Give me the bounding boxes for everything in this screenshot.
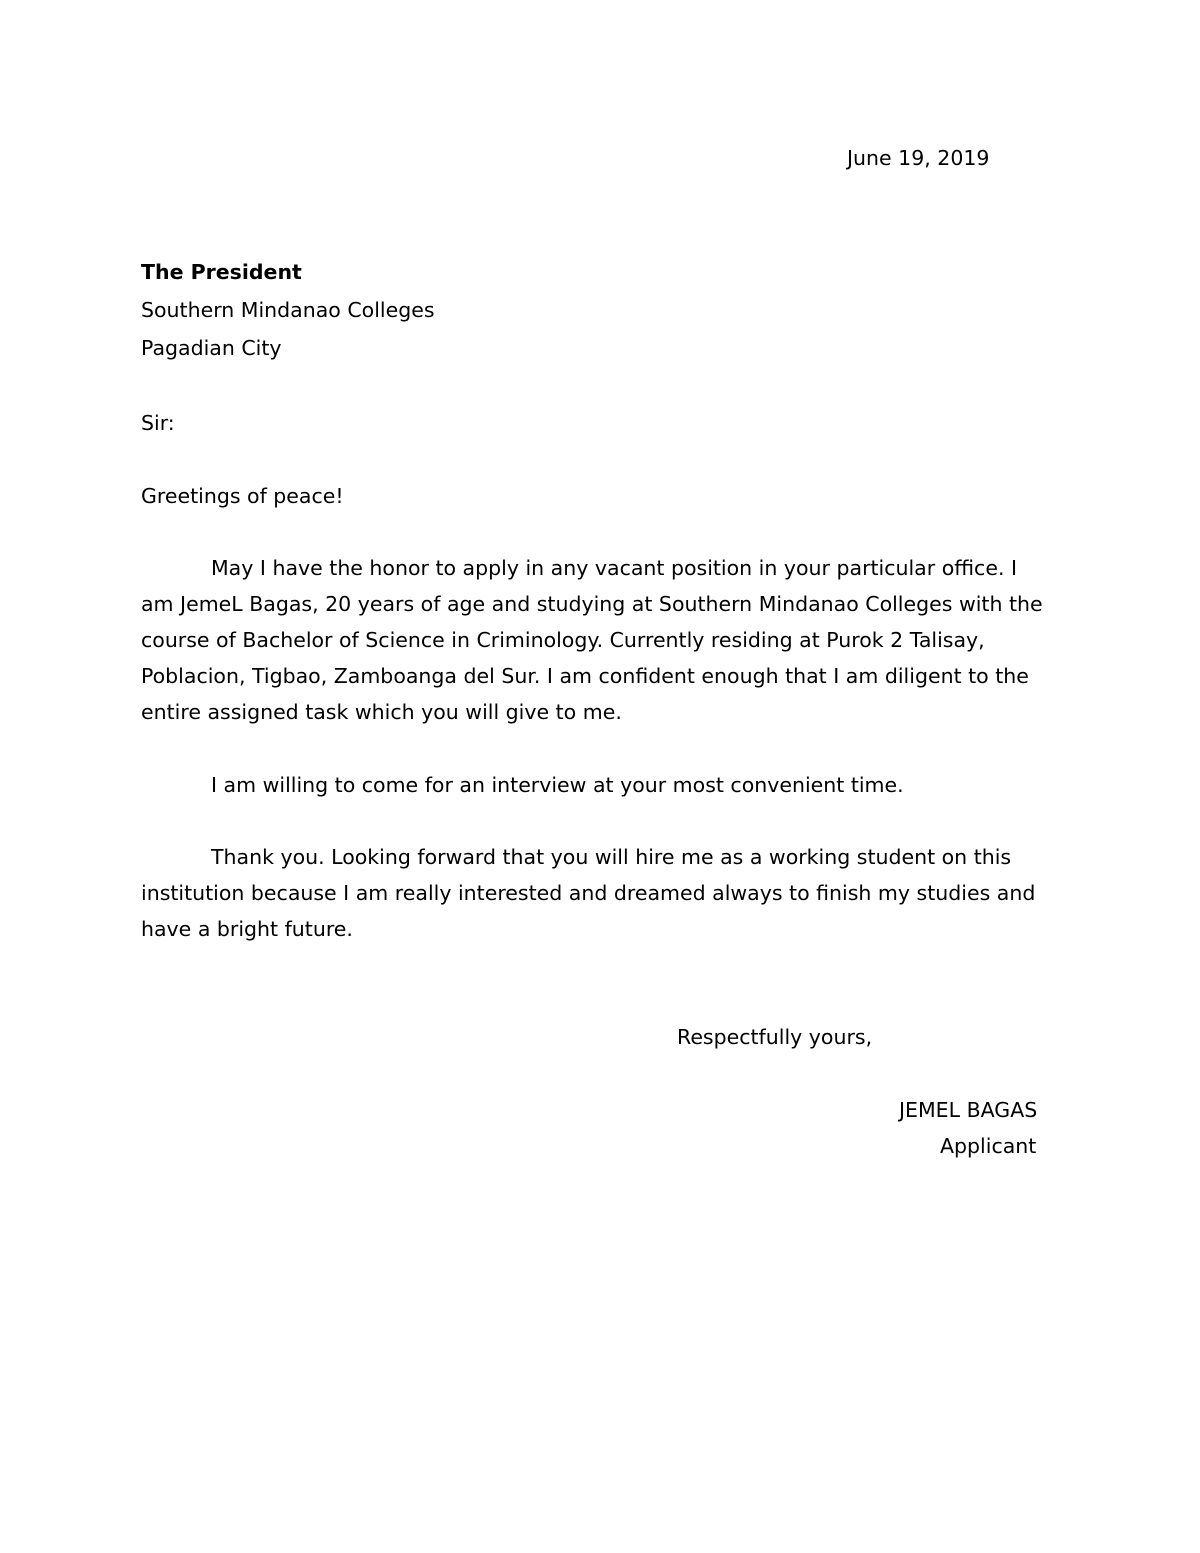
letter-date: June 19, 2019 [847,146,990,170]
paragraph-line: I am willing to come for an interview at your most convenient time. [211,773,904,797]
greeting: Greetings of peace! [141,484,344,508]
recipient-name: The President [141,260,302,284]
body-paragraph-interview [141,767,1053,803]
salutation: Sir: [141,411,175,435]
paragraph-line: entire assigned task which you will give to me. [141,700,622,724]
paragraph-line: May I have the honor to apply in any vacant position in your particular office. I [211,556,1018,580]
paragraph-line: institution because I am really interested and dreamed always to finish my studies and [141,881,1036,905]
body-paragraph-thanks [141,839,1053,947]
paragraph-line: have a bright future. [141,917,353,941]
paragraph-line: Thank you. Looking forward that you will hire me as a working student on this [211,845,1012,869]
complimentary-close: Respectfully yours, [677,1025,873,1049]
paragraph-line: Poblacion, Tigbao, Zamboanga del Sur. I am confident enough that I am diligent to the [141,664,1029,688]
recipient-city: Pagadian City [141,336,282,360]
recipient-organization: Southern Mindanao Colleges [141,298,435,322]
paragraph-line: course of Bachelor of Science in Criminology. Currently residing at Purok 2 Talisay, [141,628,985,652]
paragraph-line: am JemeL Bagas, 20 years of age and studying at Southern Mindanao Colleges with the [141,592,1043,616]
signature-name: JEMEL BAGAS [899,1098,1038,1122]
signature-title: Applicant [940,1134,1037,1158]
body-paragraph-application [141,550,1053,730]
